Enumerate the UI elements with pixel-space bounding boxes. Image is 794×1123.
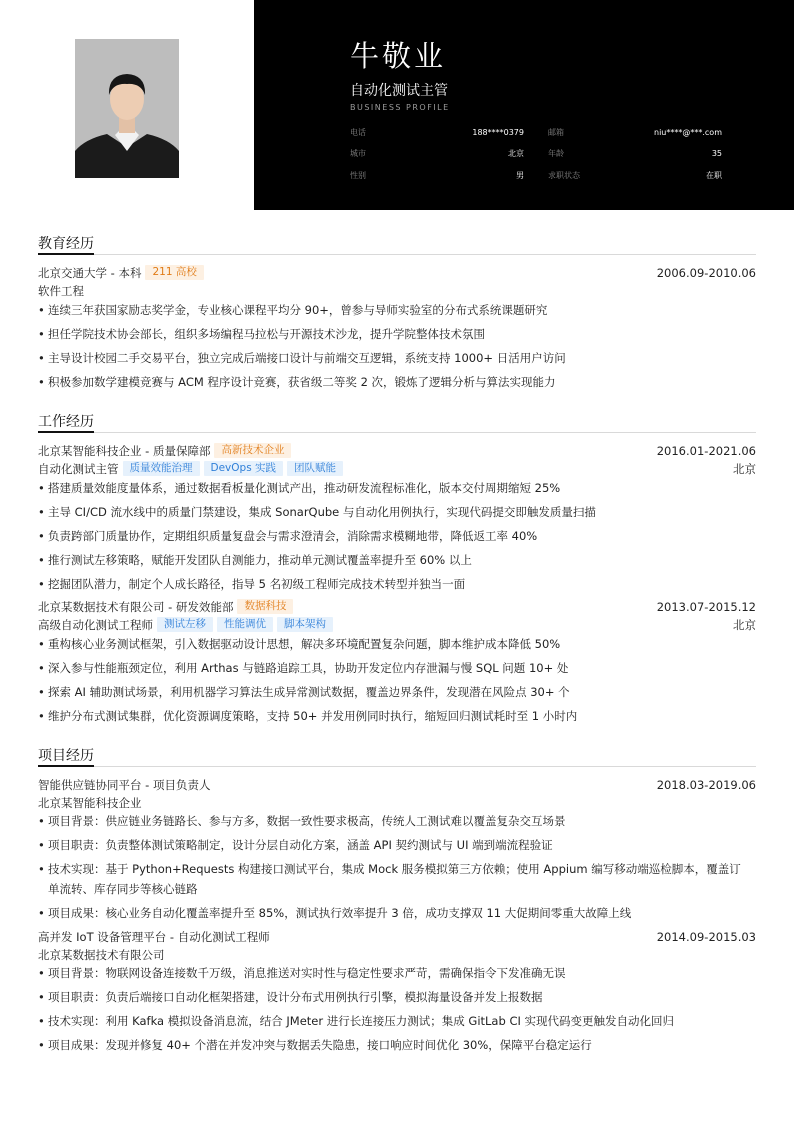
list-item: • 主导设计校园二手交易平台，独立完成后端接口设计与前端交互逻辑，系统支持 1000+ 日活用户访问 — [38, 351, 566, 365]
job-city: 北京 — [733, 618, 756, 632]
profile-label: BUSINESS PROFILE — [350, 103, 450, 112]
education-period: 2006.09-2010.06 — [656, 266, 756, 280]
info-gender — [350, 171, 524, 181]
list-item: • 项目职责：负责后端接口自动化框架搭建，设计分布式用例执行引擎，模拟海量设备并发上报数据 — [38, 990, 543, 1004]
info-city — [350, 149, 524, 159]
job-city: 北京 — [733, 462, 756, 476]
list-item: • 重构核心业务测试框架，引入数据驱动设计思想，解决多环境配置复杂问题，脚本维护成本降低 50% — [38, 637, 561, 651]
project-name-row — [38, 929, 756, 945]
list-item: • 推行测试左移策略，赋能开发团队自测能力，推动单元测试覆盖率提升至 60% 以上 — [38, 553, 472, 567]
section-title-work: 工作经历 — [38, 414, 94, 430]
info-phone — [350, 128, 524, 138]
list-item: • 项目成果：发现并修复 40+ 个潜在并发冲突与数据丢失隐患，接口响应时间优化 30%，保障平台稳定运行 — [38, 1038, 592, 1052]
list-item: • 项目背景：物联网设备连接数千万级，消息推送对实时性与稳定性要求严苛，需确保指令下发准确无误 — [38, 966, 566, 980]
job-tag: 质量效能治理 — [123, 461, 200, 476]
job-tag: 团队赋能 — [287, 461, 343, 476]
info-email — [548, 128, 722, 138]
job-position: 自动化测试主管 — [38, 462, 119, 476]
info-value: 男 — [516, 171, 524, 180]
education-school: 北京交通大学 - 本科 — [38, 266, 142, 280]
job-period: 2016.01-2021.06 — [656, 444, 756, 458]
list-item: • 探索 AI 辅助测试场景，利用机器学习算法生成异常测试数据，覆盖边界条件，发现潜在风险点 30+ 个 — [38, 685, 570, 699]
job-tag: 性能调优 — [217, 617, 273, 632]
info-value: 35 — [711, 149, 722, 158]
project-company: 北京某智能科技企业 — [38, 796, 142, 810]
job-company: 北京某数据技术有限公司 - 研发效能部 — [38, 600, 234, 614]
list-item: • 积极参加数学建模竞赛与 ACM 程序设计竞赛，获省级二等奖 2 次，锻炼了逻辑分析与算法实现能力 — [38, 375, 556, 389]
info-key: 电话 — [350, 128, 366, 137]
project-name: 智能供应链协同平台 - 项目负责人 — [38, 778, 211, 792]
info-key: 城市 — [350, 149, 366, 158]
list-item: • 主导 CI/CD 流水线中的质量门禁建设，集成 SonarQube 与自动化用例执行，实现代码提交即触发质量扫描 — [38, 505, 596, 519]
project-period: 2014.09-2015.03 — [656, 930, 756, 944]
job-company-row — [38, 599, 756, 615]
list-item: • 负责跨部门质量协作，定期组织质量复盘会与需求澄清会，消除需求模糊地带，降低返工率 40% — [38, 529, 538, 543]
section-title-projects: 项目经历 — [38, 748, 94, 764]
project-name-row — [38, 777, 756, 793]
job-tag: DevOps 实践 — [204, 461, 284, 476]
info-key: 求职状态 — [548, 171, 580, 180]
section-title-education: 教育经历 — [38, 236, 94, 252]
info-value: 在职 — [706, 171, 722, 180]
list-item: • 担任学院技术协会部长，组织多场编程马拉松与开源技术沙龙，提升学院整体技术氛围 — [38, 327, 485, 341]
list-item: • 技术实现：基于 Python+Requests 构建接口测试平台，集成 Mock 服务模拟第三方依赖；使用 Appium 编写移动端巡检脚本，覆盖订 — [38, 862, 741, 876]
info-key: 性别 — [350, 171, 366, 180]
list-item: • 连续三年获国家励志奖学金，专业核心课程平均分 90+，曾参与导师实验室的分布式系统课题研究 — [38, 303, 548, 317]
info-value: 188****0379 — [472, 128, 524, 137]
job-position-row — [38, 617, 756, 633]
job-position: 高级自动化测试工程师 — [38, 618, 153, 632]
section-rule — [38, 766, 756, 767]
list-item: • 技术实现：利用 Kafka 模拟设备消息流，结合 JMeter 进行长连接压力测试；集成 GitLab CI 实现代码变更触发自动化回归 — [38, 1014, 675, 1028]
education-school-row — [38, 265, 756, 281]
project-period: 2018.03-2019.06 — [656, 778, 756, 792]
candidate-name: 牛敬业 — [350, 39, 447, 73]
info-age — [548, 149, 722, 159]
education-major: 软件工程 — [38, 284, 84, 298]
job-company-row — [38, 443, 756, 459]
list-item: • 搭建质量效能度量体系，通过数据看板量化测试产出，推动研发流程标准化，版本交付周期缩短 25% — [38, 481, 561, 495]
list-item-continuation: 单流转、库存同步等核心链路 — [48, 882, 198, 896]
candidate-role: 自动化测试主管 — [350, 83, 448, 99]
section-rule — [38, 432, 756, 433]
list-item: • 维护分布式测试集群，优化资源调度策略，支持 50+ 并发用例同时执行，缩短回归测试耗时至 1 小时内 — [38, 709, 578, 723]
education-tag: 211 高校 — [145, 265, 203, 280]
project-company: 北京某数据技术有限公司 — [38, 948, 165, 962]
job-company-tag: 高新技术企业 — [214, 443, 291, 458]
list-item: • 项目成果：核心业务自动化覆盖率提升至 85%，测试执行效率提升 3 倍，成功支撑双 11 大促期间零重大故障上线 — [38, 906, 632, 920]
list-item: • 深入参与性能瓶颈定位，利用 Arthas 与链路追踪工具，协助开发定位内存泄漏与慢 SQL 问题 10+ 处 — [38, 661, 569, 675]
job-company: 北京某智能科技企业 - 质量保障部 — [38, 444, 211, 458]
section-rule — [38, 254, 756, 255]
section-underline — [38, 253, 94, 255]
info-job-status — [548, 171, 722, 181]
list-item: • 挖掘团队潜力，制定个人成长路径，指导 5 名初级工程师完成技术转型并独当一面 — [38, 577, 466, 591]
info-value: 北京 — [508, 149, 524, 158]
job-tag: 测试左移 — [157, 617, 213, 632]
list-item: • 项目背景：供应链业务链路长、参与方多，数据一致性要求极高，传统人工测试难以覆盖复杂交互场景 — [38, 814, 566, 828]
section-underline — [38, 765, 94, 767]
profile-photo — [75, 39, 179, 178]
project-name: 高并发 IoT 设备管理平台 - 自动化测试工程师 — [38, 930, 270, 944]
list-item: • 项目职责：负责整体测试策略制定，设计分层自动化方案，涵盖 API 契约测试与 UI 端到端流程验证 — [38, 838, 553, 852]
job-position-row — [38, 461, 756, 477]
info-key: 年龄 — [548, 149, 564, 158]
section-underline — [38, 431, 94, 433]
job-period: 2013.07-2015.12 — [656, 600, 756, 614]
job-company-tag: 数据科技 — [237, 599, 293, 614]
job-tag: 脚本架构 — [277, 617, 333, 632]
info-value: niu****@***.com — [654, 128, 722, 137]
info-key: 邮箱 — [548, 128, 564, 137]
